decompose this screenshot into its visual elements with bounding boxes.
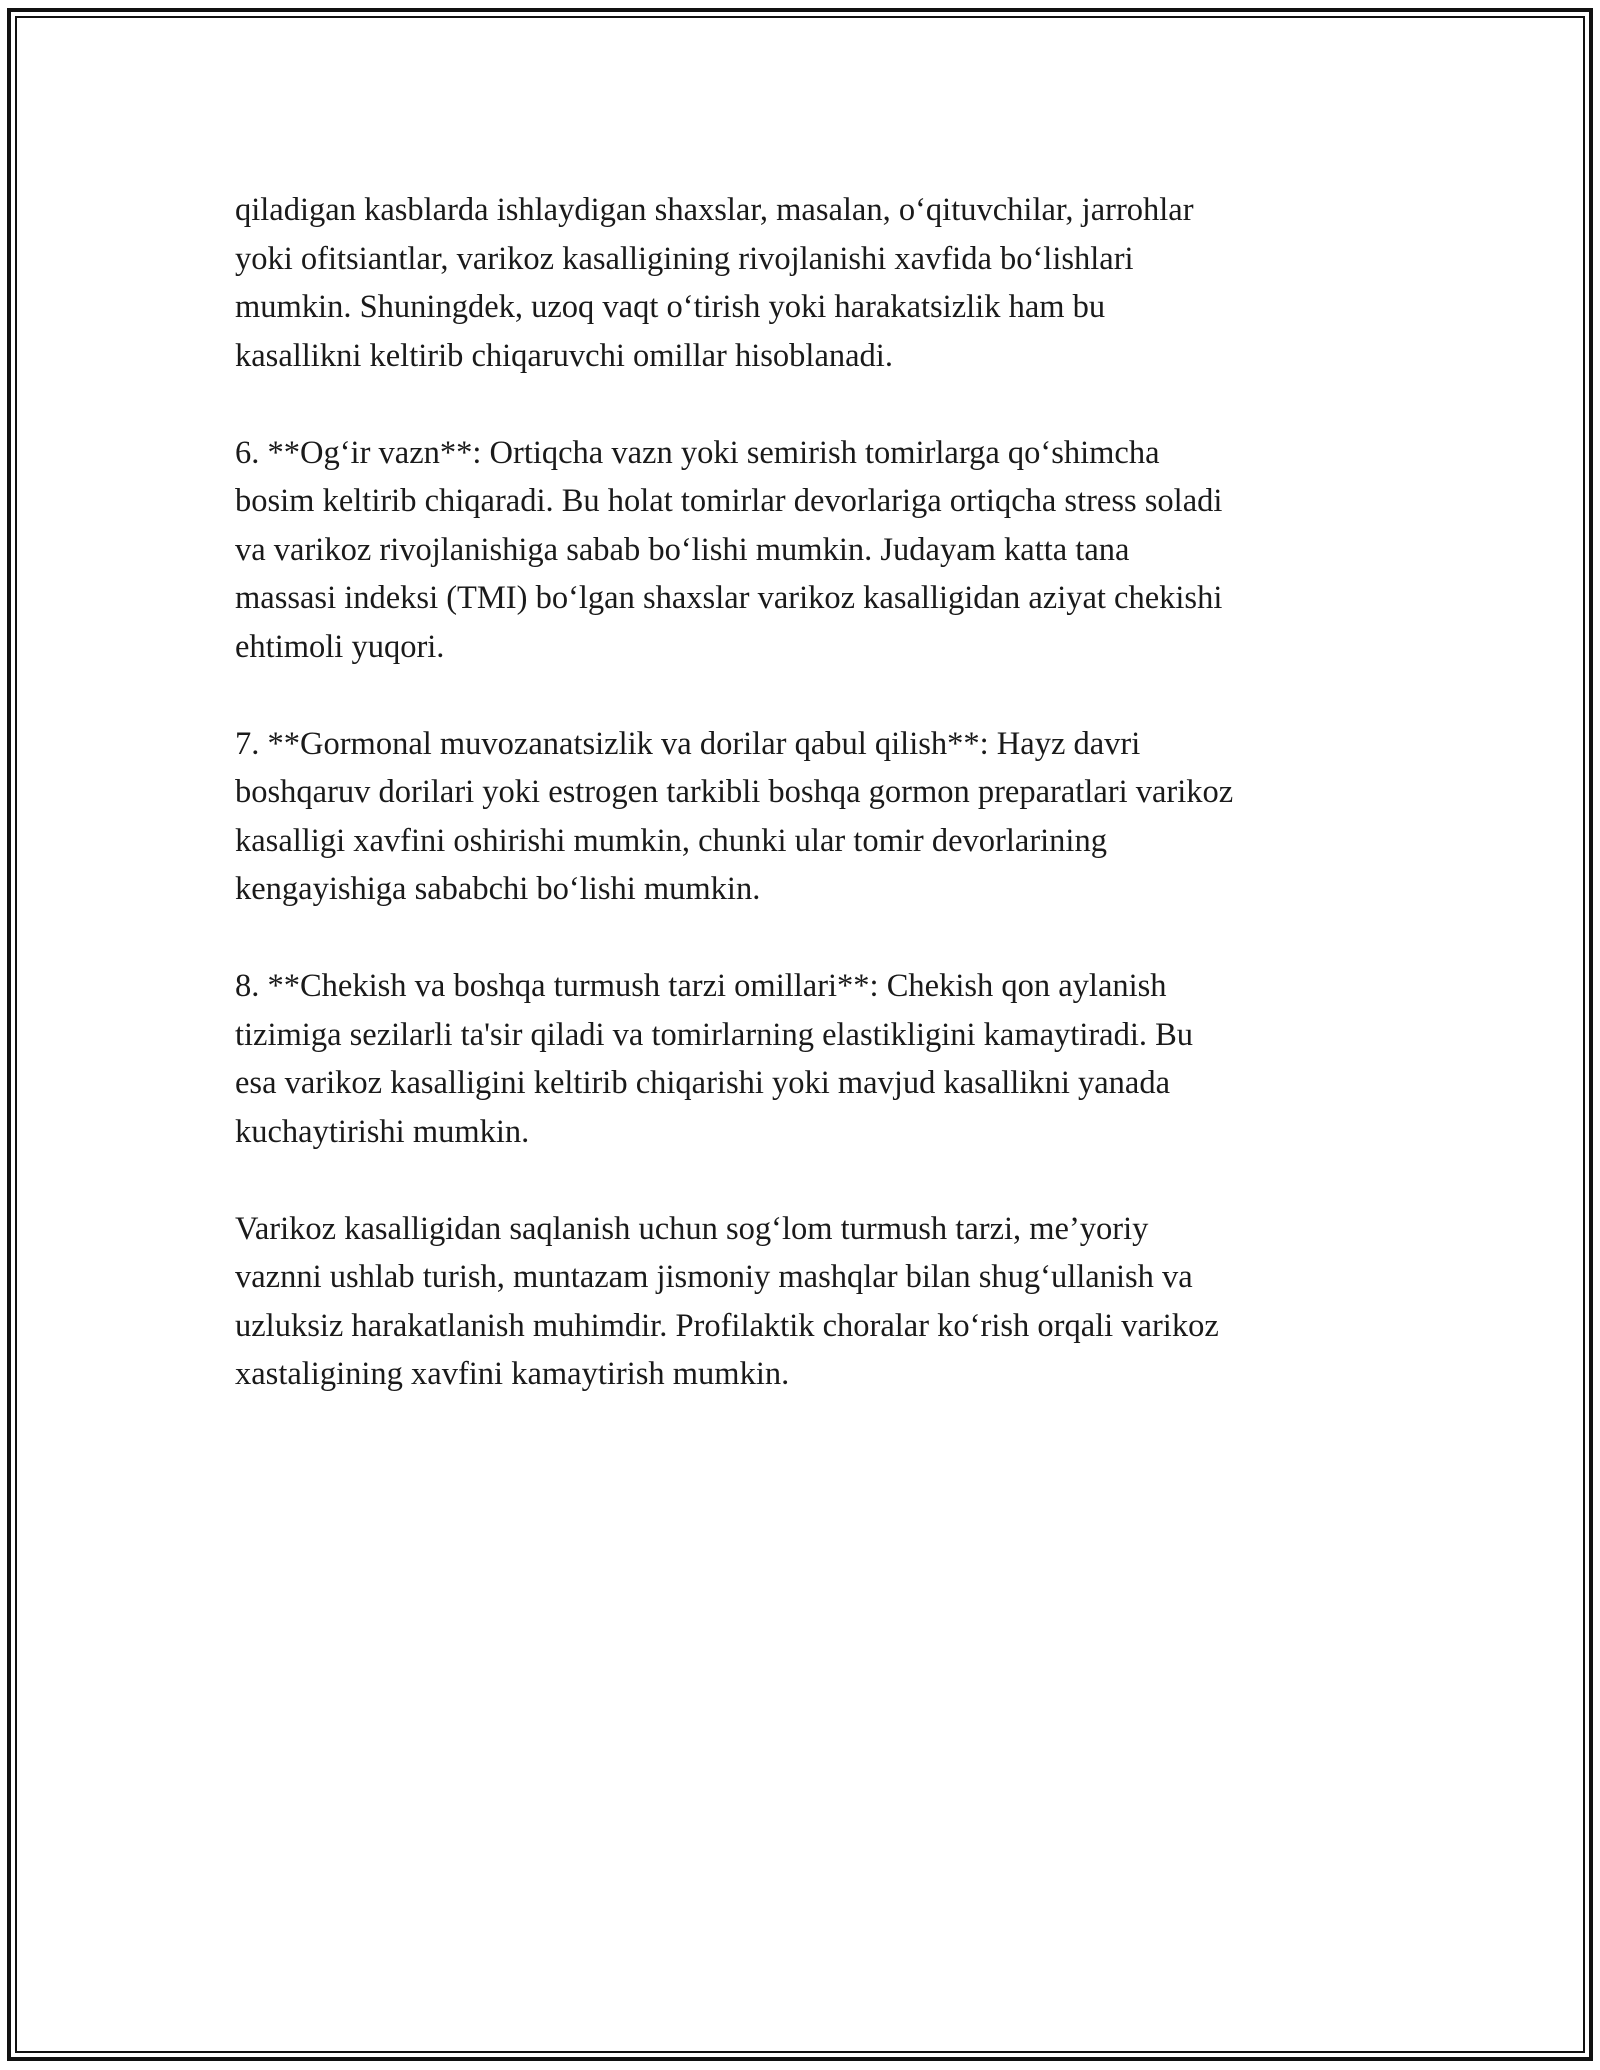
paragraph-conclusion: [235, 1205, 1415, 1399]
text-line: kengayishiga sababchi bo‘lishi mumkin.: [235, 871, 761, 907]
paragraph-spacer: [235, 671, 1415, 720]
text-line: va varikoz rivojlanishiga sabab bo‘lishi mumkin. Judayam katta tana: [235, 531, 1130, 568]
paragraph-item-6: [235, 429, 1415, 672]
text-line: kasalligi xavfini oshirishi mumkin, chunki ular tomir devorlarining: [235, 822, 1107, 859]
text-line: tizimiga sezilarli ta'sir qiladi va tomirlarning elastikligini kamaytiradi. Bu: [235, 1016, 1194, 1053]
text-line: qiladigan kasblarda ishlaydigan shaxslar, masalan, o‘qituvchilar, jarrohlar: [235, 192, 1194, 228]
text-line: bosim keltirib chiqaradi. Bu holat tomirlar devorlariga ortiqcha stress soladi: [235, 483, 1223, 519]
paragraph-continuation: [235, 186, 1415, 380]
text-line: kuchaytirishi mumkin.: [235, 1113, 530, 1150]
paragraph-spacer: [235, 1156, 1415, 1205]
text-line: yoki ofitsiantlar, varikoz kasalligining rivojlanishi xavfida bo‘lishlari: [235, 240, 1134, 277]
text-line: 8. **Chekish va boshqa turmush tarzi omillari**: Chekish qon aylanish: [235, 968, 1167, 1004]
document-body: [235, 186, 1415, 1399]
paragraph-item-8: [235, 962, 1415, 1156]
text-line: kasallikni keltirib chiqaruvchi omillar hisoblanadi.: [235, 337, 893, 374]
text-line: 6. **Og‘ir vazn**: Ortiqcha vazn yoki semirish tomirlarga qo‘shimcha: [235, 434, 1160, 471]
paragraph-item-7: [235, 720, 1415, 914]
text-line: boshqaruv dorilari yoki estrogen tarkibli boshqa gormon preparatlari varikoz: [235, 774, 1234, 810]
text-line: Varikoz kasalligidan saqlanish uchun sog‘lom turmush tarzi, me’yoriy: [235, 1210, 1149, 1247]
paragraph-spacer: [235, 914, 1415, 963]
paragraph-spacer: [235, 380, 1415, 429]
text-line: uzluksiz harakatlanish muhimdir. Profilaktik choralar ko‘rish orqali varikoz: [235, 1307, 1219, 1344]
text-line: 7. **Gormonal muvozanatsizlik va dorilar qabul qilish**: Hayz davri: [235, 725, 1141, 762]
text-line: ehtimoli yuqori.: [235, 628, 445, 665]
text-line: vaznni ushlab turish, muntazam jismoniy mashqlar bilan shug‘ullanish va: [235, 1259, 1193, 1295]
text-line: xastaligining xavfini kamaytirish mumkin.: [235, 1356, 790, 1392]
text-line: esa varikoz kasalligini keltirib chiqarishi yoki mavjud kasallikni yanada: [235, 1065, 1171, 1101]
text-line: mumkin. Shuningdek, uzoq vaqt o‘tirish yoki harakatsizlik ham bu: [235, 289, 1106, 325]
text-line: massasi indeksi (TMI) bo‘lgan shaxslar varikoz kasalligidan aziyat chekishi: [235, 580, 1223, 616]
